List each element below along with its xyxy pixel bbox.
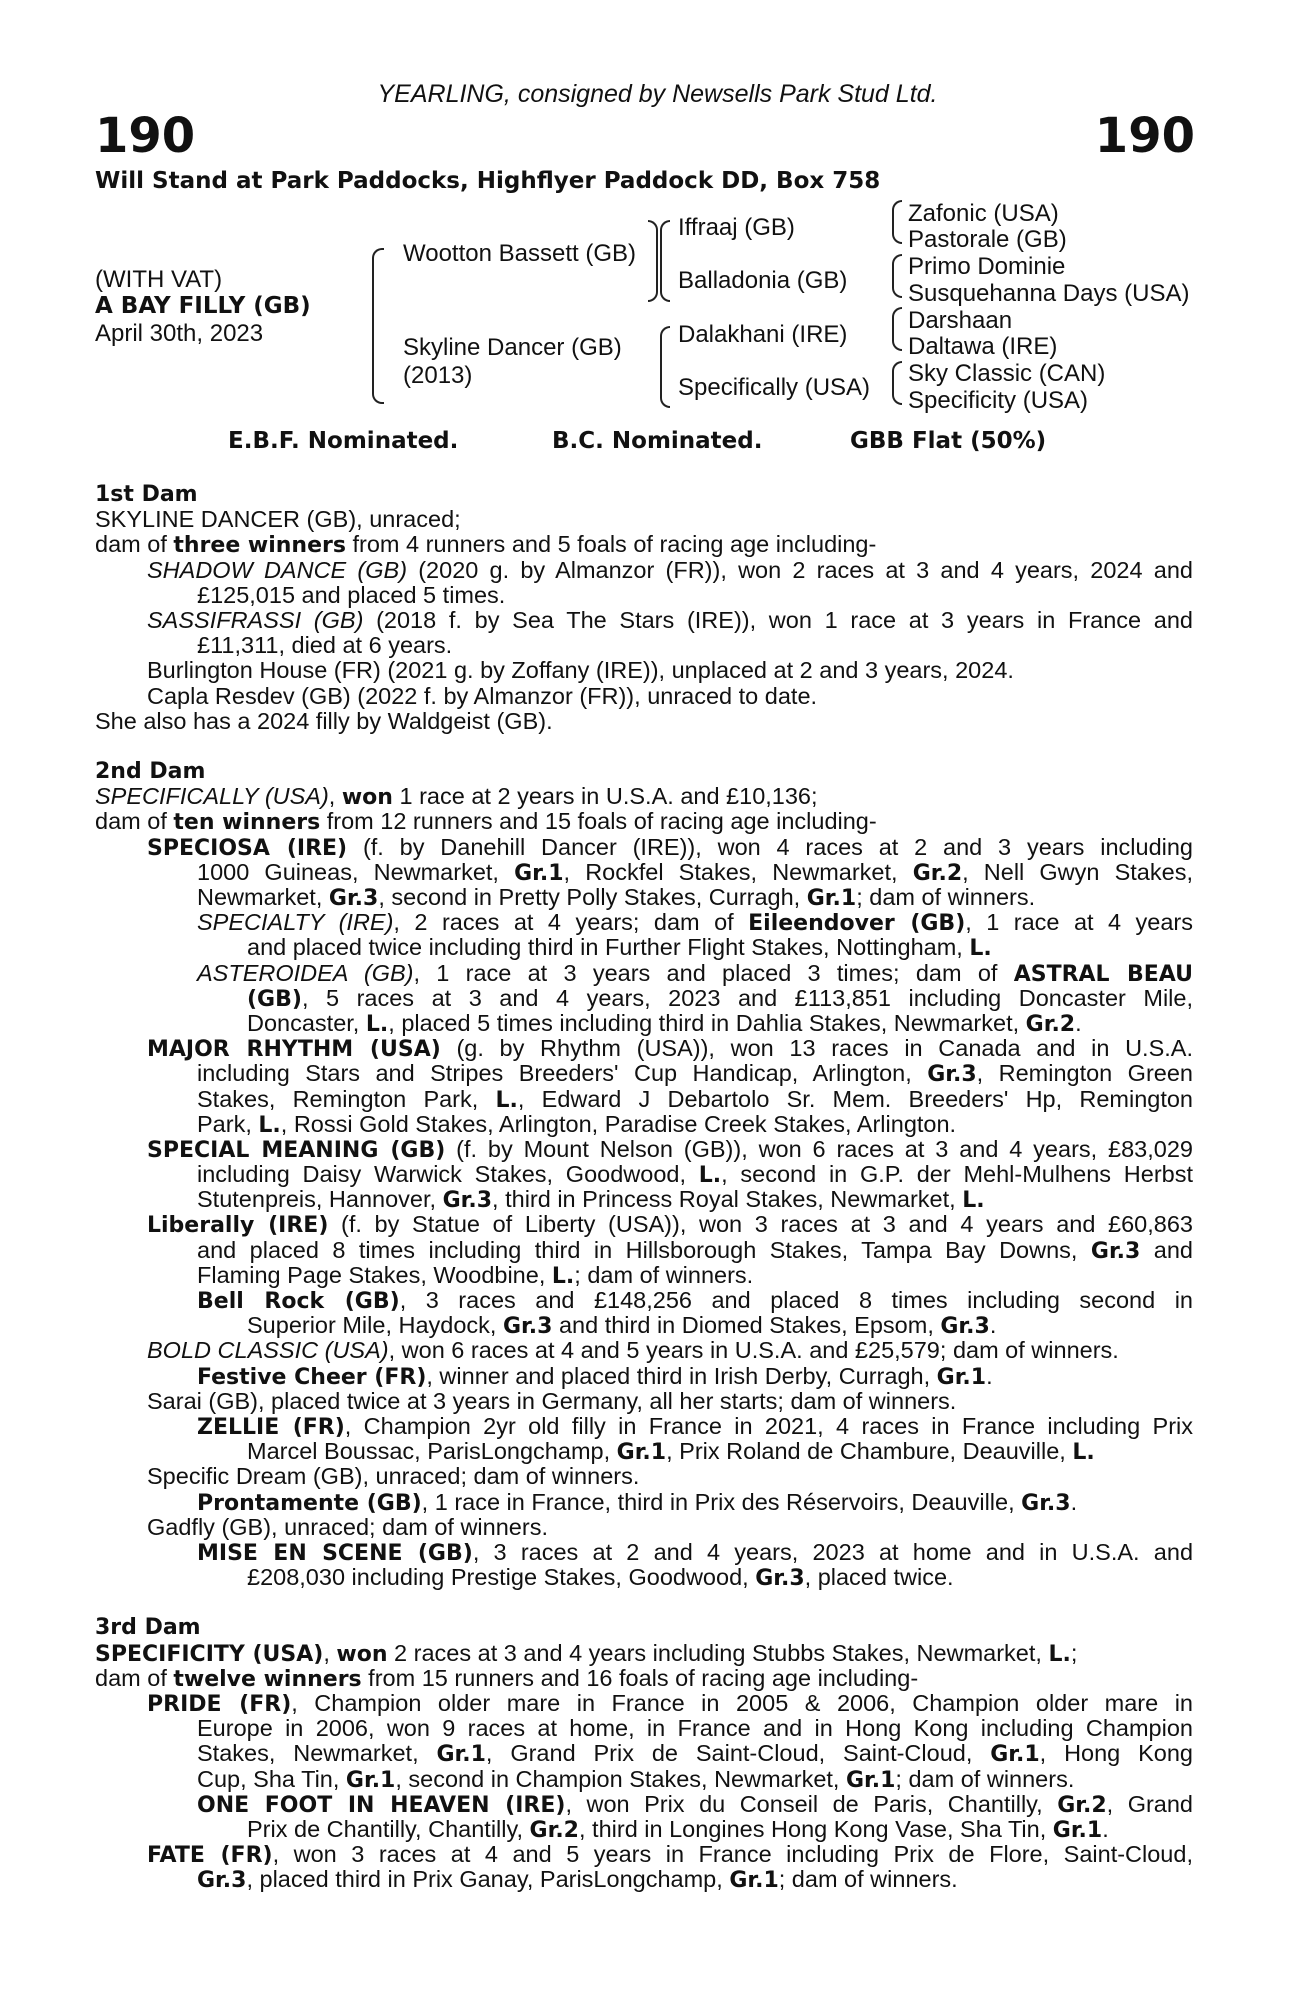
pedigree-ssd: Pastorale (GB) (908, 226, 1067, 253)
foaling-date: April 30th, 2023 (95, 320, 264, 347)
vat-note: (WITH VAT) (95, 266, 223, 293)
text-line: ZELLIE (FR), Champion 2yr old filly in France in 2021, 4 races in France including Prix (197, 1412, 1193, 1440)
text-line: SPECIFICITY (USA), won 2 races at 3 and 4 years including Stubbs Stakes, Newmarket, L.; (95, 1639, 1078, 1667)
pedigree-brace-ss (892, 200, 902, 244)
pedigree-sire: Wootton Bassett (GB) (403, 240, 636, 267)
text-line: SPECIAL MEANING (GB) (f. by Mount Nelson (GB)), won 6 races at 3 and 4 years, £83,029 (147, 1135, 1193, 1163)
text-line: SPECIALTY (IRE), 2 races at 4 years; dam of Eileendover (GB), 1 race at 4 years (197, 909, 1194, 937)
text-line: Liberally (IRE) (f. by Statue of Liberty (USA)), won 3 races at 3 and 4 years and £60,863 (147, 1211, 1193, 1239)
text-line: and placed twice including third in Further Flight Stakes, Nottingham, L. (247, 934, 992, 962)
text-line: SHADOW DANCE (GB) (2020 g. by Almanzor (FR)), won 2 races at 3 and 4 years, 2024 and (147, 556, 1193, 583)
pedigree-brace-dd (892, 361, 902, 405)
first-dam-heading: 1st Dam (95, 482, 198, 507)
text-line: BOLD CLASSIC (USA), won 6 races at 4 and 5 years in U.S.A. and £25,579; dam of winners. (147, 1337, 1119, 1364)
text-line: SKYLINE DANCER (GB), unraced; (95, 506, 461, 533)
text-line: Capla Resdev (GB) (2022 f. by Almanzor (FR)), unraced to date. (147, 682, 818, 709)
pedigree-dss: Darshaan (908, 307, 1013, 334)
produce-record (95, 482, 1193, 1893)
text-line: including Stars and Stripes Breeders' Cup Handicap, Arlington, Gr.3, Remington Green (197, 1060, 1193, 1088)
text-line: dam of three winners from 4 runners and 5 foals of racing age including- (95, 531, 877, 559)
text-line: Gadfly (GB), unraced; dam of winners. (147, 1513, 548, 1540)
text-line: Specific Dream (GB), unraced; dam of winners. (147, 1463, 640, 1490)
text-line: Newmarket, Gr.3, second in Pretty Polly Stakes, Curragh, Gr.1; dam of winners. (197, 884, 1036, 911)
horse-name: A BAY FILLY (GB) (95, 293, 311, 319)
text-line: dam of ten winners from 12 runners and 15 foals of racing age including- (95, 808, 877, 836)
pedigree-brace-main (372, 248, 384, 404)
text-line: £208,030 including Prestige Stakes, Goodwood, Gr.3, placed twice. (247, 1564, 954, 1592)
text-line: Prix de Chantilly, Chantilly, Gr.2, third in Longines Hong Kong Vase, Sha Tin, Gr.1. (247, 1815, 1109, 1843)
pedigree-brace-dam (660, 326, 670, 408)
pedigree-dam-dam: Specifically (USA) (678, 374, 871, 401)
pedigree-dsd: Daltawa (IRE) (908, 333, 1058, 360)
text-line: Burlington House (FR) (2021 g. by Zoffany (IRE)), unplaced at 2 and 3 years, 2024. (147, 657, 1014, 684)
text-line: (GB), 5 races at 3 and 4 years, 2023 and £113,851 including Doncaster Mile, (247, 984, 1193, 1012)
pedigree-brace-sd (892, 254, 902, 298)
third-dam-heading: 3rd Dam (95, 1615, 201, 1641)
text-line: SASSIFRASSI (GB) (2018 f. by Sea The Stars (IRE)), won 1 race at 3 years in France and (147, 606, 1193, 633)
pedigree-sire-sire: Iffraaj (GB) (678, 214, 795, 241)
ebf-nomination: E.B.F. Nominated. (228, 428, 459, 454)
pedigree-dam-year: (2013) (403, 362, 473, 389)
text-line: ASTEROIDEA (GB), 1 race at 3 years and placed 3 times; dam of ASTRAL BEAU (197, 959, 1193, 987)
text-line: ONE FOOT IN HEAVEN (IRE), won Prix du Conseil de Paris, Chantilly, Gr.2, Grand (197, 1790, 1194, 1818)
bc-nomination: B.C. Nominated. (552, 428, 763, 454)
text-line: PRIDE (FR), Champion older mare in France in 2005 & 2006, Champion older mare in (147, 1690, 1193, 1717)
stand-location: Will Stand at Park Paddocks, Highflyer Paddock DD, Box 758 (95, 168, 881, 194)
text-line: Doncaster, L., placed 5 times including third in Dahlia Stakes, Newmarket, Gr.2. (247, 1009, 1082, 1037)
text-line: Superior Mile, Haydock, Gr.3 and third in Diomed Stakes, Epsom, Gr.3. (247, 1312, 997, 1340)
second-dam-heading: 2nd Dam (95, 759, 206, 785)
text-line: dam of twelve winners from 15 runners and 16 foals of racing age including- (95, 1664, 919, 1692)
lot-number-left: 190 (95, 108, 196, 164)
pedigree-sss: Zafonic (USA) (908, 200, 1059, 227)
text-line: Stakes, Newmarket, Gr.1, Grand Prix de Saint-Cloud, Saint-Cloud, Gr.1, Hong Kong (197, 1740, 1194, 1768)
pedigree-dam: Skyline Dancer (GB) (403, 334, 622, 361)
text-line: Bell Rock (GB), 3 races and £148,256 and placed 8 times including second in (197, 1287, 1193, 1314)
text-line: Europe in 2006, won 9 races at home, in France and in Hong Kong including Champion (197, 1715, 1193, 1742)
text-line: Festive Cheer (FR), winner and placed third in Irish Derby, Curragh, Gr.1. (197, 1362, 993, 1390)
pedigree-dds: Sky Classic (CAN) (908, 360, 1106, 387)
text-line: She also has a 2024 filly by Waldgeist (GB). (95, 707, 553, 734)
text-line: Prontamente (GB), 1 race in France, third in Prix des Réservoirs, Deauville, Gr.3. (197, 1488, 1078, 1516)
text-line: SPECIFICALLY (USA), won 1 race at 2 years in U.S.A. and £10,136; (95, 783, 818, 811)
text-line: Sarai (GB), placed twice at 3 years in Germany, all her starts; dam of winners. (147, 1387, 957, 1414)
text-line: Cup, Sha Tin, Gr.1, second in Champion Stakes, Newmarket, Gr.1; dam of winners. (197, 1765, 1075, 1793)
text-line: Flaming Page Stakes, Woodbine, L.; dam of winners. (197, 1261, 754, 1289)
text-line: Stutenpreis, Hannover, Gr.3, third in Princess Royal Stakes, Newmarket, L. (197, 1186, 985, 1214)
text-line: Park, L., Rossi Gold Stakes, Arlington, Paradise Creek Stakes, Arlington. (197, 1110, 957, 1138)
pedigree-brace-ds (892, 307, 902, 351)
text-line: Gr.3, placed third in Prix Ganay, ParisLongchamp, Gr.1; dam of winners. (197, 1866, 958, 1894)
text-line: MAJOR RHYTHM (USA) (g. by Rhythm (USA)), won 13 races in Canada and in U.S.A. (147, 1035, 1193, 1063)
lot-number-right: 190 (1094, 108, 1195, 164)
text-line: MISE EN SCENE (GB), 3 races at 2 and 4 years, 2023 at home and in U.S.A. and (197, 1538, 1194, 1566)
pedigree-sds: Primo Dominie (908, 253, 1066, 280)
text-line: 1000 Guineas, Newmarket, Gr.1, Rockfel Stakes, Newmarket, Gr.2, Nell Gwyn Stakes, (197, 858, 1193, 886)
text-line: SPECIOSA (IRE) (f. by Danehill Dancer (IRE)), won 4 races at 2 and 3 years including (147, 833, 1193, 861)
text-line: FATE (FR), won 3 races at 4 and 5 years in France including Prix de Flore, Saint-Cloud, (147, 1841, 1193, 1869)
text-line: £11,311, died at 6 years. (197, 632, 453, 659)
pedigree-sire-dam: Balladonia (GB) (678, 267, 848, 294)
text-line: £125,015 and placed 5 times. (197, 581, 506, 608)
gbb-nomination: GBB Flat (50%) (850, 428, 1047, 454)
text-line: and placed 8 times including third in Hillsborough Stakes, Tampa Bay Downs, Gr.3 and (197, 1236, 1193, 1264)
pedigree-sdd: Susquehanna Days (USA) (908, 280, 1190, 307)
pedigree-brace-sire (648, 220, 658, 302)
consignor-line: YEARLING, consigned by Newsells Park Stud Ltd. (377, 80, 938, 108)
text-line: Stakes, Remington Park, L., Edward J Debartolo Sr. Mem. Breeders' Hp, Remington (197, 1085, 1194, 1113)
text-line: including Daisy Warwick Stakes, Goodwood, L., second in G.P. der Mehl-Mulhens Herbst (197, 1161, 1193, 1189)
pedigree-brace-sire-left (660, 220, 670, 302)
text-line: Marcel Boussac, ParisLongchamp, Gr.1, Prix Roland de Chambure, Deauville, L. (247, 1438, 1095, 1466)
pedigree-dam-sire: Dalakhani (IRE) (678, 321, 848, 348)
pedigree-ddd: Specificity (USA) (908, 387, 1089, 414)
